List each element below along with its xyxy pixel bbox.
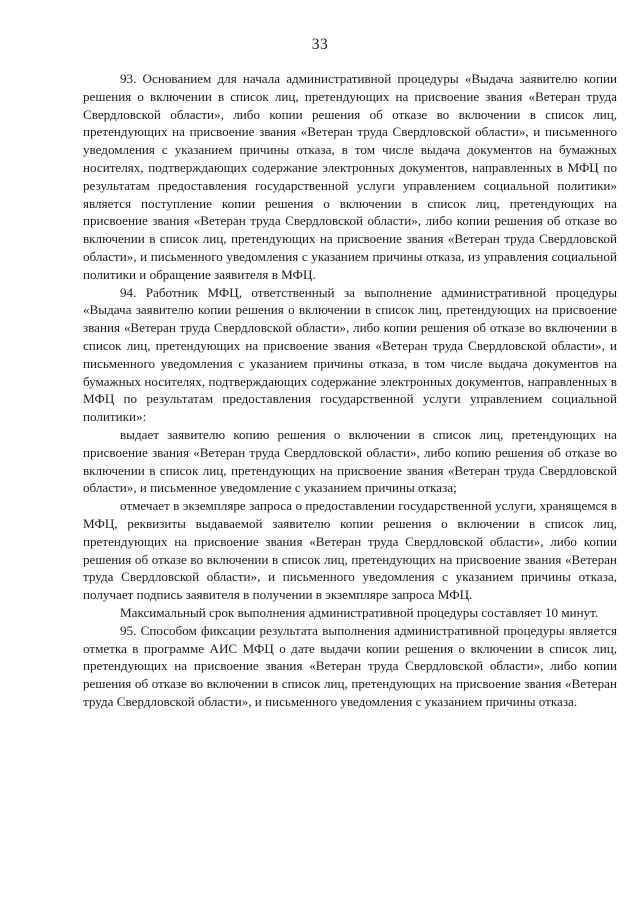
paragraph-94-item-record: отмечает в экземпляре запроса о предоставлении государственной услуги, хранящемся в МФЦ, реквизиты выдаваемой заявителю копии решения о включении в список лиц, претендующих на присвоение звания «Ветеран труда Свердловской области», либо копии решения об отказе во включении в список лиц, претендующих на присвоение звания «Ветеран труда Свердловской области», и письменного уведомления с указанием причины отказа, получает подпись заявителя в получении в экземпляре запроса МФЦ. [83,498,617,603]
paragraph-max-duration: Максимальный срок выполнения административной процедуры составляет 10 минут. [120,604,599,620]
paragraph-94: 94. Работник МФЦ, ответственный за выполнение административной процедуры «Выдача заявителю копии решения о включении в список лиц, претендующих на присвоение звания «Ветеран труда Свердловской области», либо копии решения об отказе во включении в список лиц, претендующих на присвоение звания «Ветеран труда Свердловской области», и письменного уведомления с указанием причины отказа, в том числе выдача документов на бумажных носителях, подтверждающих содержание электронных документов, направленных в МФЦ по результатам предоставления государственной услуги управлением социальной политики»: [83,284,617,425]
paragraph-94-item-issue: выдает заявителю копию решения о включении в список лиц, претендующих на присвоение звания «Ветеран труда Свердловской области», либо копию решения об отказе во включении в список лиц, претендующих на присвоение звания «Ветеран труда Свердловской области», и письменное уведомление с указанием причины отказа; [83,426,617,496]
document-body [83,70,617,711]
page-number: 33 [311,36,329,53]
paragraph-95: 95. Способом фиксации результата выполнения административной процедуры является отметка в программе АИС МФЦ о дате выдачи копии решения о включении в список лиц, претендующих на присвоение звания «Ветеран труда Свердловской области», либо копии решения об отказе во включении в список лиц, претендующих на присвоение звания «Ветеран труда Свердловской области», и письменного уведомления с указанием причины отказа. [83,622,617,709]
paragraph-93: 93. Основанием для начала административной процедуры «Выдача заявителю копии решения о включении в список лиц, претендующих на присвоение звания «Ветеран труда Свердловской области», либо копии решения об отказе во включении в список лиц, претендующих на присвоение звания «Ветеран труда Свердловской области», и письменного уведомления с указанием причины отказа, в том числе выдача документов на бумажных носителях, подтверждающих содержание электронных документов, направленных в МФЦ по результатам предоставления государственной услуги управлением социальной политики» является поступление копии решения о включении в список лиц, претендующих на присвоение звания «Ветеран труда Свердловской области», либо копии решения об отказе во включении в список лиц, претендующих на присвоение звания «Ветеран труда Свердловской области», и письменного уведомления с указанием причины отказа, из управления социальной политики и обращение заявителя в МФЦ. [83,71,617,282]
